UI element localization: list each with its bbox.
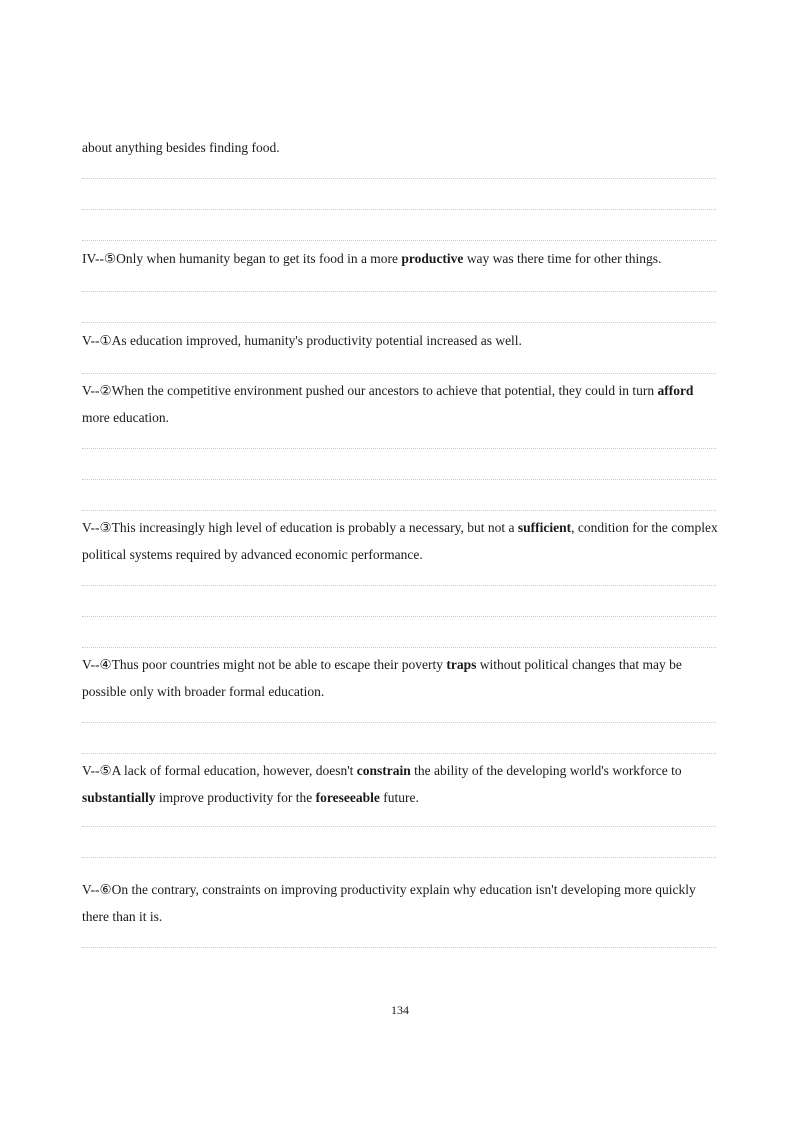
paragraph-6-keyword-substantially: substantially	[82, 790, 156, 805]
paragraph-4-segment-0: V--③This increasingly high level of education is probably a necessary, but not a	[82, 520, 518, 535]
ruled-line	[82, 585, 716, 586]
paragraph-3-segment-2: more education.	[82, 410, 169, 425]
page-number: 134	[391, 1003, 409, 1017]
ruled-line	[82, 753, 716, 754]
paragraph-1-keyword-productive: productive	[401, 251, 464, 266]
ruled-line	[82, 722, 716, 723]
paragraph-4-segment-2: , condition for the complex political systems required by advanced economic performance.	[82, 520, 718, 562]
paragraph-3	[82, 377, 722, 431]
paragraph-4-keyword-sufficient: sufficient	[517, 520, 572, 535]
ruled-line	[82, 178, 716, 179]
paragraph-3-segment-0: V--②When the competitive environment pushed our ancestors to achieve that potential, they could in turn	[82, 383, 658, 398]
paragraph-1-segment-2: way was there time for other things.	[463, 251, 662, 266]
ruled-line	[82, 322, 716, 323]
paragraph-3-keyword-afford: afford	[657, 383, 694, 398]
ruled-line	[82, 857, 716, 858]
ruled-line	[82, 240, 716, 241]
paragraph-7	[82, 876, 722, 930]
paragraph-7-segment-0: V--⑥On the contrary, constraints on improving productivity explain why education isn't developing more quickly there than it is.	[82, 882, 696, 924]
ruled-line	[82, 479, 716, 480]
ruled-line	[82, 291, 716, 292]
paragraph-6-keyword-constrain: constrain	[356, 763, 411, 778]
ruled-line	[82, 209, 716, 210]
ruled-line	[82, 826, 716, 827]
ruled-line	[82, 616, 716, 617]
paragraph-0	[82, 134, 722, 161]
paragraph-1-segment-0: IV--⑤Only when humanity began to get its food in a more	[82, 251, 402, 266]
paragraph-5-segment-2: without political changes that may be possible only with broader formal education.	[82, 657, 682, 699]
paragraph-6-keyword-foreseeable: foreseeable	[315, 790, 380, 805]
paragraph-2	[82, 327, 722, 354]
ruled-line	[82, 448, 716, 449]
paragraph-6-segment-0: V--⑤A lack of formal education, however, doesn't	[82, 763, 357, 778]
paragraph-2-segment-0: V--①As education improved, humanity's productivity potential increased as well.	[82, 333, 522, 348]
paragraph-5	[82, 651, 722, 705]
paragraph-5-keyword-traps: traps	[446, 657, 477, 672]
paragraph-6	[82, 757, 722, 811]
ruled-line	[82, 373, 716, 374]
paragraph-0-segment-0: about anything besides finding food.	[82, 140, 280, 155]
paragraph-1	[82, 245, 722, 272]
paragraph-6-segment-6: future.	[379, 790, 419, 805]
ruled-line	[82, 947, 716, 948]
paragraph-6-segment-4: improve productivity for the	[155, 790, 316, 805]
ruled-line	[82, 647, 716, 648]
paragraph-4	[82, 514, 722, 568]
paragraph-6-segment-2: the ability of the developing world's workforce to	[410, 763, 682, 778]
paragraph-5-segment-0: V--④Thus poor countries might not be able to escape their poverty	[82, 657, 447, 672]
ruled-line	[82, 510, 716, 511]
